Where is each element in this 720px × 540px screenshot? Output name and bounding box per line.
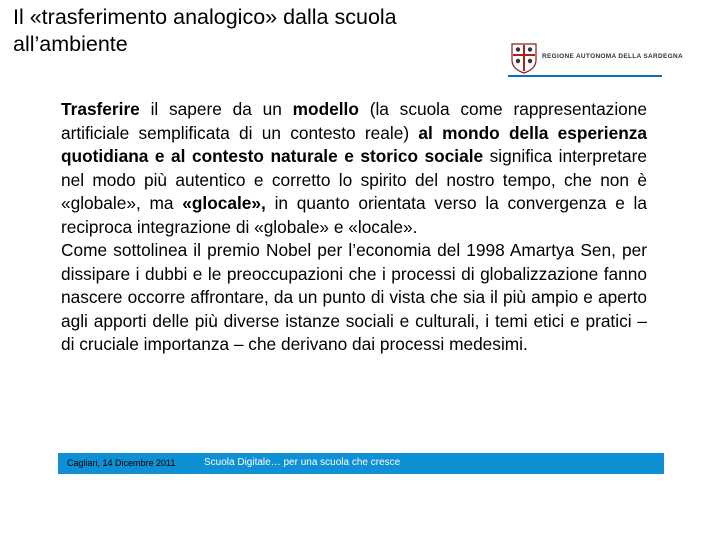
logo-rule xyxy=(508,75,662,77)
region-logo xyxy=(508,42,683,76)
footer-bar xyxy=(58,453,664,474)
text-bold: al mondo della esperienza quotidiana e al contesto naturale e storico sociale xyxy=(61,122,647,166)
paragraph-1 xyxy=(61,98,647,239)
slide-title: Il «trasferimento analogico» dalla scuola all’ambiente xyxy=(13,5,397,56)
text-run: (la scuola come rappresentazione artificiale semplificata di un contesto reale) xyxy=(61,99,647,143)
paragraph-2: Come sottolinea il premio Nobel per l’economia del 1998 Amartya Sen, per dissipare i dubbi e le preoccupazioni che i processi di globalizzazione fanno nascere occorre affrontare, da un punto di vista che sia il più ampio e aperto agli apporti delle più diverse istanze sociali e culturali, i temi etici e pratici – di cruciale importanza – che derivano dai processi medesimi. xyxy=(61,240,647,354)
text-bold: modello xyxy=(292,99,359,119)
sardinia-seal-icon xyxy=(510,42,538,74)
slide-body xyxy=(61,98,647,357)
text-run: significa interpretare nel modo più autentico e corretto lo spirito del nostro tempo, che non è «globale», ma xyxy=(61,146,647,213)
logo-text: REGIONE AUTONOMA DELLA SARDEGNA xyxy=(542,53,683,60)
text-run: il sapere da un xyxy=(139,99,293,119)
footer-subtitle: Scuola Digitale… per una scuola che cresce xyxy=(204,457,401,468)
text-bold: Trasferire xyxy=(61,99,140,119)
text-run: in quanto orientata verso la convergenza e la reciproca integrazione di «globale» e «locale». xyxy=(61,193,647,237)
footer-date: Cagliari, 14 Dicembre 2011 xyxy=(67,458,176,468)
text-bold: «glocale», xyxy=(182,193,266,213)
